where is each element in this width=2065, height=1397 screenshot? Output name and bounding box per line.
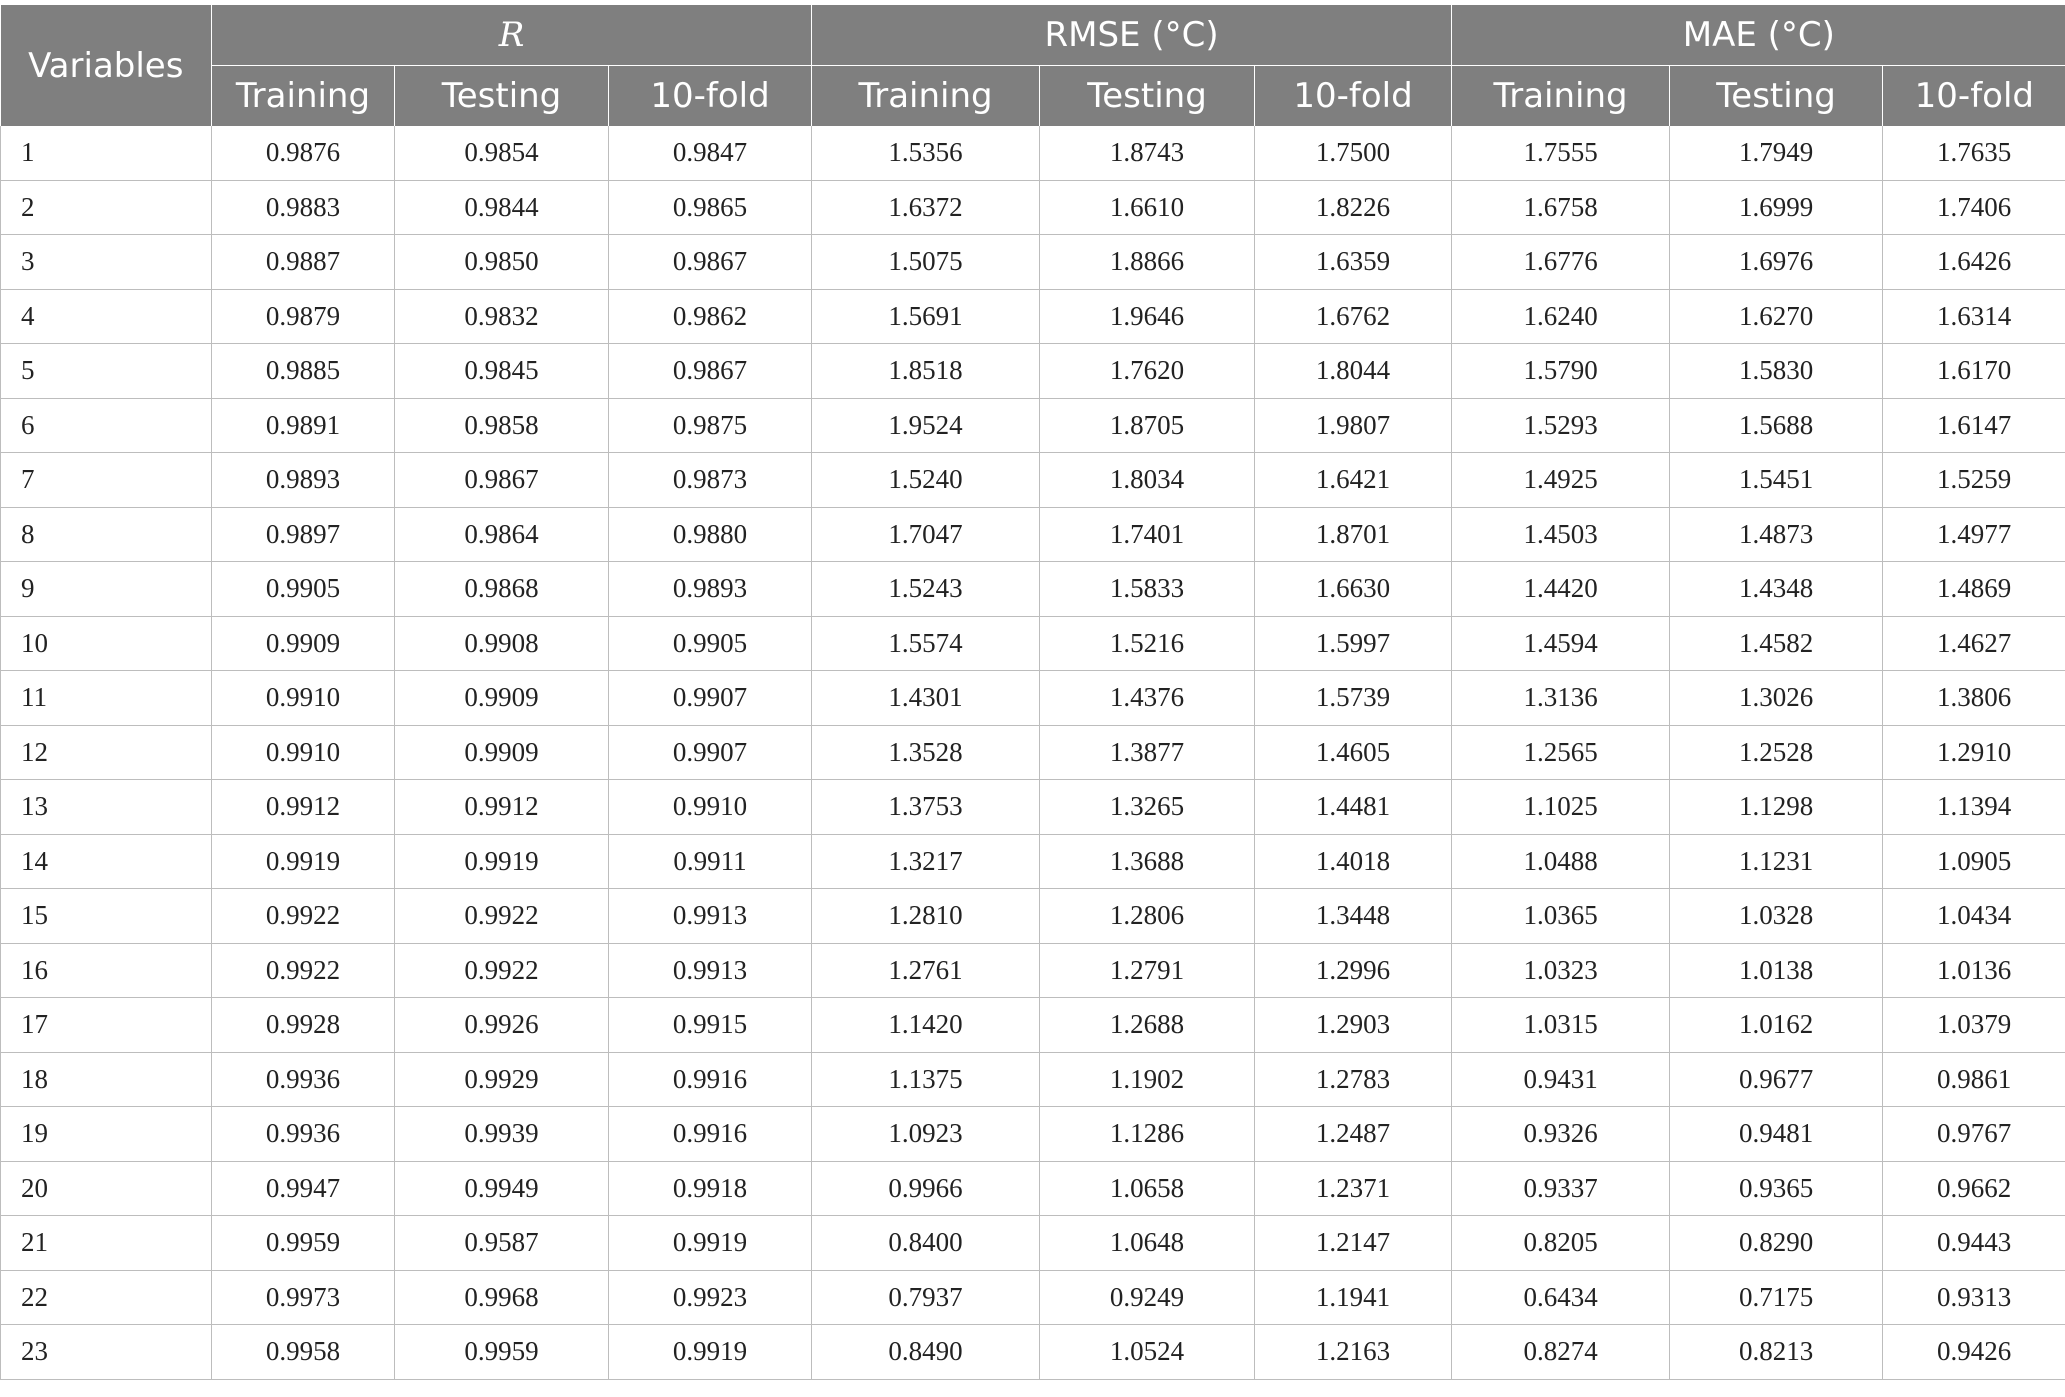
cell-rmse-10fold: 1.8226 [1255,180,1452,235]
cell-rmse-testing: 1.1902 [1040,1052,1255,1107]
cell-rmse-10fold: 1.2371 [1255,1161,1452,1216]
cell-rmse-testing: 1.2688 [1040,998,1255,1053]
cell-mae-10fold: 0.9767 [1883,1107,2065,1162]
subheader-mae-10fold: 10-fold [1883,66,2065,127]
cell-rmse-training: 1.2810 [812,889,1040,944]
cell-r-testing: 0.9832 [395,289,609,344]
cell-rmse-training: 1.5075 [812,235,1040,290]
cell-mae-10fold: 1.4627 [1883,616,2065,671]
cell-rmse-training: 1.1375 [812,1052,1040,1107]
cell-variable: 10 [1,616,212,671]
cell-mae-training: 1.4594 [1452,616,1670,671]
cell-r-training: 0.9897 [212,507,395,562]
cell-mae-10fold: 1.7406 [1883,180,2065,235]
cell-r-10fold: 0.9911 [609,834,812,889]
cell-rmse-10fold: 1.1941 [1255,1270,1452,1325]
cell-r-training: 0.9909 [212,616,395,671]
table-row [1,725,2065,780]
table-row [1,507,2065,562]
results-table-container [0,5,2065,1380]
cell-rmse-training: 0.8400 [812,1216,1040,1271]
cell-r-training: 0.9958 [212,1325,395,1380]
cell-mae-testing: 1.0138 [1670,943,1883,998]
cell-rmse-10fold: 1.8044 [1255,344,1452,399]
cell-rmse-training: 1.5243 [812,562,1040,617]
cell-rmse-training: 1.5574 [812,616,1040,671]
cell-r-10fold: 0.9880 [609,507,812,562]
cell-variable: 11 [1,671,212,726]
cell-mae-testing: 0.9677 [1670,1052,1883,1107]
cell-r-training: 0.9876 [212,126,395,180]
cell-r-testing: 0.9858 [395,398,609,453]
cell-rmse-testing: 1.0648 [1040,1216,1255,1271]
cell-mae-10fold: 1.5259 [1883,453,2065,508]
cell-r-testing: 0.9845 [395,344,609,399]
cell-r-training: 0.9973 [212,1270,395,1325]
cell-rmse-testing: 1.8743 [1040,126,1255,180]
cell-rmse-training: 1.6372 [812,180,1040,235]
cell-rmse-10fold: 1.2487 [1255,1107,1452,1162]
cell-mae-training: 1.6776 [1452,235,1670,290]
table-header [1,5,2065,126]
cell-rmse-10fold: 1.6359 [1255,235,1452,290]
cell-mae-10fold: 0.9443 [1883,1216,2065,1271]
cell-rmse-10fold: 1.4605 [1255,725,1452,780]
cell-mae-10fold: 1.6314 [1883,289,2065,344]
cell-variable: 1 [1,126,212,180]
table-row [1,289,2065,344]
cell-r-training: 0.9922 [212,889,395,944]
cell-mae-training: 0.9326 [1452,1107,1670,1162]
cell-mae-training: 1.0315 [1452,998,1670,1053]
subheader-r-testing: Testing [395,66,609,127]
header-row-groups [1,5,2065,66]
cell-r-testing: 0.9929 [395,1052,609,1107]
cell-r-training: 0.9922 [212,943,395,998]
table-row [1,998,2065,1053]
cell-rmse-training: 0.8490 [812,1325,1040,1380]
cell-mae-training: 1.1025 [1452,780,1670,835]
cell-r-testing: 0.9868 [395,562,609,617]
cell-rmse-training: 1.9524 [812,398,1040,453]
cell-r-training: 0.9905 [212,562,395,617]
cell-r-training: 0.9891 [212,398,395,453]
table-row [1,671,2065,726]
cell-mae-testing: 1.3026 [1670,671,1883,726]
cell-r-10fold: 0.9910 [609,780,812,835]
cell-mae-testing: 1.5688 [1670,398,1883,453]
cell-r-10fold: 0.9875 [609,398,812,453]
cell-rmse-testing: 1.9646 [1040,289,1255,344]
cell-r-training: 0.9947 [212,1161,395,1216]
cell-r-training: 0.9928 [212,998,395,1053]
header-group-mae: MAE (°C) [1452,5,2065,66]
cell-mae-testing: 0.9365 [1670,1161,1883,1216]
cell-rmse-10fold: 1.2147 [1255,1216,1452,1271]
cell-rmse-testing: 0.9249 [1040,1270,1255,1325]
cell-r-training: 0.9919 [212,834,395,889]
cell-rmse-10fold: 1.2783 [1255,1052,1452,1107]
cell-variable: 9 [1,562,212,617]
cell-r-testing: 0.9854 [395,126,609,180]
cell-rmse-training: 0.7937 [812,1270,1040,1325]
cell-rmse-training: 1.3753 [812,780,1040,835]
cell-r-testing: 0.9908 [395,616,609,671]
cell-mae-training: 1.4925 [1452,453,1670,508]
cell-r-testing: 0.9587 [395,1216,609,1271]
subheader-r-training: Training [212,66,395,127]
cell-rmse-testing: 1.7620 [1040,344,1255,399]
cell-rmse-testing: 1.8034 [1040,453,1255,508]
cell-mae-testing: 1.1298 [1670,780,1883,835]
cell-rmse-training: 1.5691 [812,289,1040,344]
cell-rmse-training: 1.3217 [812,834,1040,889]
cell-r-10fold: 0.9919 [609,1325,812,1380]
cell-rmse-10fold: 1.7500 [1255,126,1452,180]
cell-r-training: 0.9936 [212,1052,395,1107]
cell-mae-10fold: 1.0379 [1883,998,2065,1053]
cell-mae-training: 1.3136 [1452,671,1670,726]
cell-mae-training: 0.8205 [1452,1216,1670,1271]
cell-mae-10fold: 0.9861 [1883,1052,2065,1107]
cell-rmse-10fold: 1.4481 [1255,780,1452,835]
cell-mae-10fold: 1.4977 [1883,507,2065,562]
cell-mae-10fold: 1.1394 [1883,780,2065,835]
cell-mae-testing: 0.8213 [1670,1325,1883,1380]
cell-r-10fold: 0.9862 [609,289,812,344]
cell-mae-testing: 1.7949 [1670,126,1883,180]
cell-mae-10fold: 1.0905 [1883,834,2065,889]
cell-r-10fold: 0.9913 [609,889,812,944]
cell-variable: 16 [1,943,212,998]
cell-r-10fold: 0.9867 [609,344,812,399]
cell-mae-training: 1.5790 [1452,344,1670,399]
table-row [1,943,2065,998]
subheader-mae-testing: Testing [1670,66,1883,127]
cell-mae-10fold: 0.9313 [1883,1270,2065,1325]
cell-mae-training: 0.9337 [1452,1161,1670,1216]
table-row [1,180,2065,235]
cell-variable: 18 [1,1052,212,1107]
cell-rmse-testing: 1.3877 [1040,725,1255,780]
cell-rmse-testing: 1.2806 [1040,889,1255,944]
cell-r-10fold: 0.9865 [609,180,812,235]
cell-r-10fold: 0.9915 [609,998,812,1053]
cell-mae-10fold: 1.6147 [1883,398,2065,453]
cell-r-10fold: 0.9918 [609,1161,812,1216]
cell-r-training: 0.9959 [212,1216,395,1271]
cell-mae-training: 1.6758 [1452,180,1670,235]
table-row [1,344,2065,399]
cell-rmse-10fold: 1.3448 [1255,889,1452,944]
header-variables: Variables [1,5,212,126]
cell-r-training: 0.9885 [212,344,395,399]
header-row-subheaders [1,66,2065,127]
cell-r-10fold: 0.9893 [609,562,812,617]
cell-rmse-training: 1.1420 [812,998,1040,1053]
cell-rmse-testing: 1.0658 [1040,1161,1255,1216]
table-row [1,834,2065,889]
table-row [1,235,2065,290]
cell-r-testing: 0.9949 [395,1161,609,1216]
cell-rmse-testing: 1.3265 [1040,780,1255,835]
cell-mae-training: 1.0365 [1452,889,1670,944]
cell-mae-testing: 1.0162 [1670,998,1883,1053]
cell-r-10fold: 0.9907 [609,725,812,780]
cell-r-testing: 0.9909 [395,671,609,726]
cell-mae-testing: 1.4873 [1670,507,1883,562]
cell-r-training: 0.9883 [212,180,395,235]
subheader-rmse-training: Training [812,66,1040,127]
cell-r-training: 0.9887 [212,235,395,290]
cell-variable: 17 [1,998,212,1053]
cell-variable: 7 [1,453,212,508]
cell-mae-testing: 1.6999 [1670,180,1883,235]
cell-mae-training: 1.7555 [1452,126,1670,180]
cell-r-10fold: 0.9923 [609,1270,812,1325]
cell-rmse-training: 1.5356 [812,126,1040,180]
subheader-mae-training: Training [1452,66,1670,127]
cell-rmse-testing: 1.6610 [1040,180,1255,235]
cell-rmse-10fold: 1.6762 [1255,289,1452,344]
cell-r-testing: 0.9926 [395,998,609,1053]
cell-r-testing: 0.9939 [395,1107,609,1162]
table-row [1,1107,2065,1162]
cell-r-10fold: 0.9907 [609,671,812,726]
table-row [1,398,2065,453]
cell-r-10fold: 0.9916 [609,1052,812,1107]
cell-rmse-10fold: 1.5739 [1255,671,1452,726]
table-row [1,889,2065,944]
header-group-r: R [212,5,812,66]
cell-mae-training: 1.4503 [1452,507,1670,562]
cell-variable: 13 [1,780,212,835]
subheader-r-10fold: 10-fold [609,66,812,127]
cell-variable: 14 [1,834,212,889]
cell-mae-10fold: 1.7635 [1883,126,2065,180]
cell-rmse-training: 1.5240 [812,453,1040,508]
cell-rmse-testing: 1.7401 [1040,507,1255,562]
cell-variable: 5 [1,344,212,399]
cell-r-testing: 0.9959 [395,1325,609,1380]
table-row [1,1052,2065,1107]
cell-r-testing: 0.9919 [395,834,609,889]
table-row [1,453,2065,508]
cell-mae-testing: 0.7175 [1670,1270,1883,1325]
table-row [1,1270,2065,1325]
cell-rmse-testing: 1.8705 [1040,398,1255,453]
cell-mae-testing: 1.5830 [1670,344,1883,399]
cell-mae-10fold: 1.2910 [1883,725,2065,780]
cell-variable: 12 [1,725,212,780]
cell-variable: 23 [1,1325,212,1380]
cell-mae-testing: 0.8290 [1670,1216,1883,1271]
cell-mae-training: 1.4420 [1452,562,1670,617]
table-row [1,126,2065,180]
cell-r-training: 0.9910 [212,725,395,780]
cell-r-training: 0.9936 [212,1107,395,1162]
cell-rmse-training: 1.3528 [812,725,1040,780]
cell-mae-training: 0.8274 [1452,1325,1670,1380]
cell-rmse-10fold: 1.2996 [1255,943,1452,998]
table-row [1,780,2065,835]
cell-r-10fold: 0.9919 [609,1216,812,1271]
cell-r-10fold: 0.9916 [609,1107,812,1162]
cell-rmse-testing: 1.5833 [1040,562,1255,617]
cell-rmse-training: 1.8518 [812,344,1040,399]
table-row [1,1216,2065,1271]
table-row [1,1325,2065,1380]
cell-mae-training: 1.6240 [1452,289,1670,344]
cell-r-testing: 0.9968 [395,1270,609,1325]
cell-mae-testing: 1.6976 [1670,235,1883,290]
cell-r-10fold: 0.9913 [609,943,812,998]
cell-variable: 4 [1,289,212,344]
table-row [1,616,2065,671]
cell-rmse-testing: 1.8866 [1040,235,1255,290]
cell-r-training: 0.9912 [212,780,395,835]
cell-rmse-testing: 1.4376 [1040,671,1255,726]
cell-mae-10fold: 1.6426 [1883,235,2065,290]
cell-rmse-10fold: 1.2903 [1255,998,1452,1053]
cell-r-testing: 0.9912 [395,780,609,835]
cell-r-10fold: 0.9867 [609,235,812,290]
cell-rmse-training: 1.4301 [812,671,1040,726]
cell-mae-testing: 1.1231 [1670,834,1883,889]
subheader-rmse-testing: Testing [1040,66,1255,127]
table-row [1,1161,2065,1216]
cell-variable: 21 [1,1216,212,1271]
cell-mae-10fold: 1.0434 [1883,889,2065,944]
cell-r-10fold: 0.9873 [609,453,812,508]
cell-mae-training: 1.0323 [1452,943,1670,998]
cell-variable: 20 [1,1161,212,1216]
table-row [1,562,2065,617]
cell-variable: 6 [1,398,212,453]
cell-mae-training: 0.6434 [1452,1270,1670,1325]
cell-r-testing: 0.9850 [395,235,609,290]
cell-mae-training: 1.2565 [1452,725,1670,780]
cell-mae-10fold: 1.0136 [1883,943,2065,998]
cell-rmse-testing: 1.2791 [1040,943,1255,998]
cell-rmse-testing: 1.3688 [1040,834,1255,889]
results-table [0,5,2065,1380]
cell-mae-testing: 1.5451 [1670,453,1883,508]
cell-mae-testing: 1.4348 [1670,562,1883,617]
cell-r-testing: 0.9867 [395,453,609,508]
cell-mae-testing: 0.9481 [1670,1107,1883,1162]
cell-mae-10fold: 1.4869 [1883,562,2065,617]
cell-mae-10fold: 1.3806 [1883,671,2065,726]
cell-mae-10fold: 1.6170 [1883,344,2065,399]
cell-rmse-10fold: 1.9807 [1255,398,1452,453]
cell-mae-10fold: 0.9662 [1883,1161,2065,1216]
cell-rmse-10fold: 1.4018 [1255,834,1452,889]
subheader-rmse-10fold: 10-fold [1255,66,1452,127]
cell-r-training: 0.9893 [212,453,395,508]
cell-mae-training: 1.5293 [1452,398,1670,453]
cell-mae-10fold: 0.9426 [1883,1325,2065,1380]
cell-mae-testing: 1.6270 [1670,289,1883,344]
cell-rmse-10fold: 1.6421 [1255,453,1452,508]
cell-r-testing: 0.9864 [395,507,609,562]
cell-variable: 15 [1,889,212,944]
cell-rmse-training: 1.7047 [812,507,1040,562]
cell-r-testing: 0.9844 [395,180,609,235]
cell-rmse-training: 1.2761 [812,943,1040,998]
cell-mae-training: 0.9431 [1452,1052,1670,1107]
cell-mae-testing: 1.0328 [1670,889,1883,944]
cell-mae-training: 1.0488 [1452,834,1670,889]
cell-rmse-testing: 1.1286 [1040,1107,1255,1162]
cell-rmse-testing: 1.5216 [1040,616,1255,671]
cell-rmse-testing: 1.0524 [1040,1325,1255,1380]
cell-r-10fold: 0.9905 [609,616,812,671]
cell-rmse-training: 0.9966 [812,1161,1040,1216]
cell-variable: 8 [1,507,212,562]
cell-rmse-10fold: 1.6630 [1255,562,1452,617]
cell-rmse-10fold: 1.8701 [1255,507,1452,562]
cell-rmse-10fold: 1.5997 [1255,616,1452,671]
cell-r-training: 0.9910 [212,671,395,726]
cell-variable: 2 [1,180,212,235]
cell-r-training: 0.9879 [212,289,395,344]
header-group-rmse: RMSE (°C) [812,5,1452,66]
cell-r-testing: 0.9909 [395,725,609,780]
cell-r-10fold: 0.9847 [609,126,812,180]
cell-variable: 19 [1,1107,212,1162]
cell-variable: 3 [1,235,212,290]
cell-r-testing: 0.9922 [395,889,609,944]
cell-r-testing: 0.9922 [395,943,609,998]
cell-rmse-10fold: 1.2163 [1255,1325,1452,1380]
cell-rmse-training: 1.0923 [812,1107,1040,1162]
cell-variable: 22 [1,1270,212,1325]
cell-mae-testing: 1.2528 [1670,725,1883,780]
cell-mae-testing: 1.4582 [1670,616,1883,671]
table-body [1,126,2065,1379]
